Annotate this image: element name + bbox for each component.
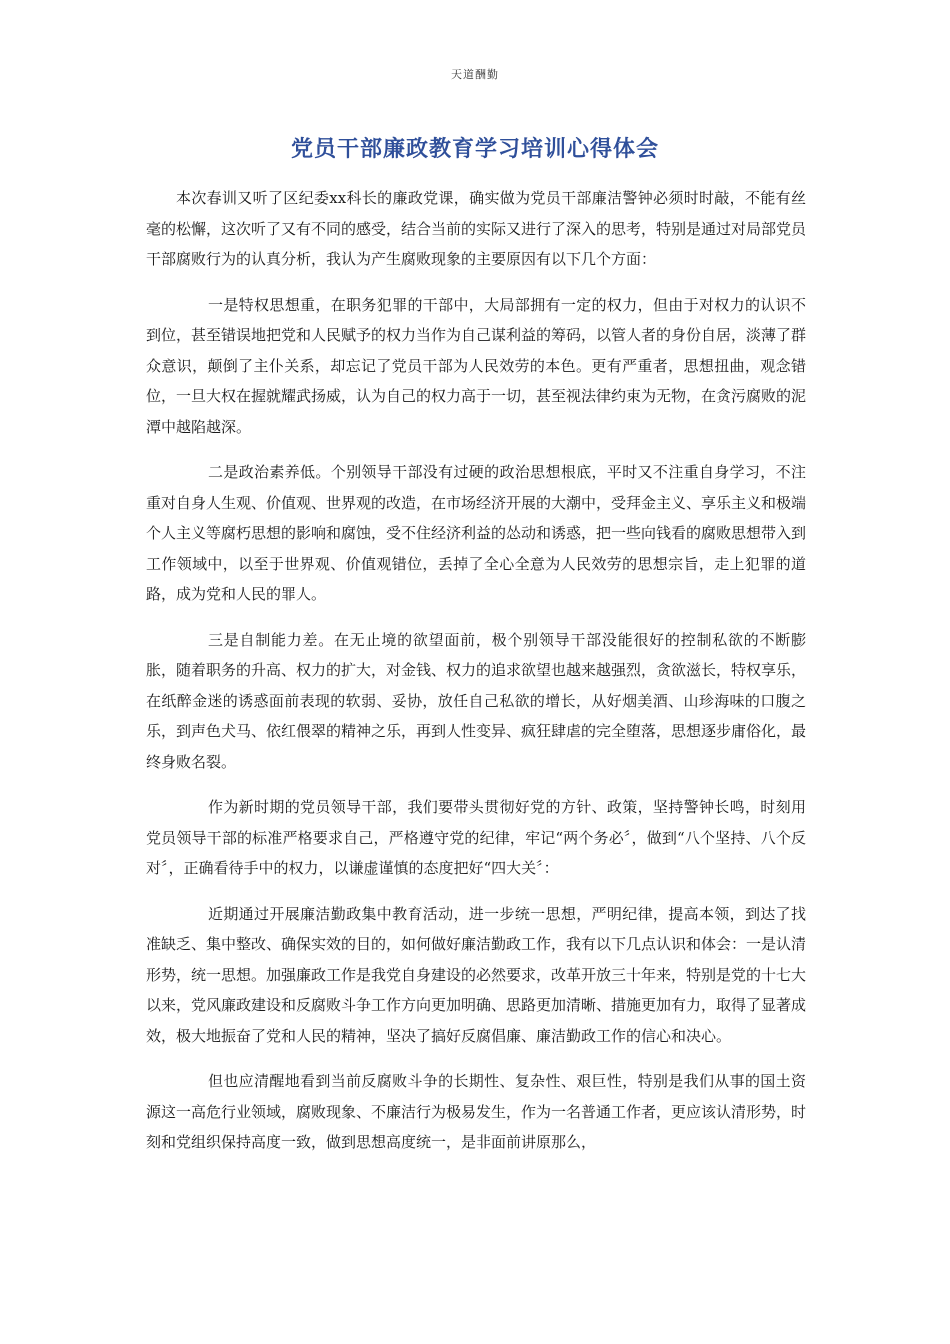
page-header: 天道酬勤 [451, 68, 499, 81]
paragraph-point-2: 二是政治素养低。个别领导干部没有过硬的政治思想根底，平时又不注重自身学习，不注重对自身人生观、价值观、世界观的改造，在市场经济开展的大潮中，受拜金主义、享乐主义和极端个人主义等腐朽思想的影响和腐蚀，受不住经济利益的怂动和诱惑，把一些向钱看的腐败思想带入到工作领域中，以至于世界观、价值观错位，丢掉了全心全意为人民效劳的思想宗旨，走上犯罪的道路，成为党和人民的罪人。 [146, 463, 807, 603]
document-title: 党员干部廉政教育学习培训心得体会 [290, 137, 659, 162]
paragraph-requirements: 作为新时期的党员领导干部，我们要带头贯彻好党的方针、政策，坚持警钟长鸣，时刻用党员领导干部的标准严格要求自己，严格遵守党的纪律，牢记“两个务必〞，做到“八个坚持、八个反对〞，正确看待手中的权力，以谦虚谨慎的态度把好“四大关〞： [146, 798, 806, 877]
paragraph-intro: 本次春训又听了区纪委xx科长的廉政党课，确实做为党员干部廉洁警钟必须时时敲，不能有丝毫的松懈，这次听了又有不同的感受，结合当前的实际又进行了深入的思考，特别是通过对局部党员干部腐败行为的认真分析，我认为产生腐败现象的主要原因有以下几个方面： [146, 189, 807, 268]
paragraph-point-1: 一是特权思想重，在职务犯罪的干部中，大局部拥有一定的权力，但由于对权力的认识不到位，甚至错误地把党和人民赋予的权力当作为自己谋利益的筹码，以管人者的身份自居，淡薄了群众意识，颠倒了主仆关系，却忘记了党员干部为人民效劳的本色。更有严重者，思想扭曲，观念错位，一旦大权在握就耀武扬威，认为自己的权力高于一切，甚至视法律约束为无物，在贪污腐败的泥潭中越陷越深。 [146, 295, 807, 436]
document-body [146, 183, 806, 1173]
paragraph-awareness: 但也应清醒地看到当前反腐败斗争的长期性、复杂性、艰巨性，特别是我们从事的国土资源这一高危行业领域，腐败现象、不廉洁行为极易发生，作为一名普通工作者，更应该认清形势，时刻和党组织保持高度一致，做到思想高度统一，是非面前讲原那么， [146, 1072, 807, 1151]
paragraph-point-3: 三是自制能力差。在无止境的欲望面前，极个别领导干部没能很好的控制私欲的不断膨胀，随着职务的升高、权力的扩大，对金钱、权力的追求欲望也越来越强烈，贪欲滋长，特权享乐，在纸醉金迷的诱惑面前表现的软弱、妥协，放任自己私欲的增长，从好烟美酒、山珍海味的口腹之乐，到声色犬马、依红偎翠的精神之乐，再到人性变异、疯狂肆虐的完全堕落，思想逐步庸俗化，最终身败名裂。 [146, 630, 807, 771]
paragraph-experience: 近期通过开展廉洁勤政集中教育活动，进一步统一思想，严明纪律，提高本领，到达了找准缺乏、集中整改、确保实效的目的，如何做好廉洁勤政工作，我有以下几点认识和体会：一是认清形势，统一思想。加强廉政工作是我党自身建设的必然要求，改革开放三十年来，特别是党的十七大以来，党风廉政建设和反腐败斗争工作方向更加明确、思路更加清晰、措施更加有力，取得了显著成效，极大地振奋了党和人民的精神，坚决了搞好反腐倡廉、廉洁勤政工作的信心和决心。 [146, 904, 807, 1045]
